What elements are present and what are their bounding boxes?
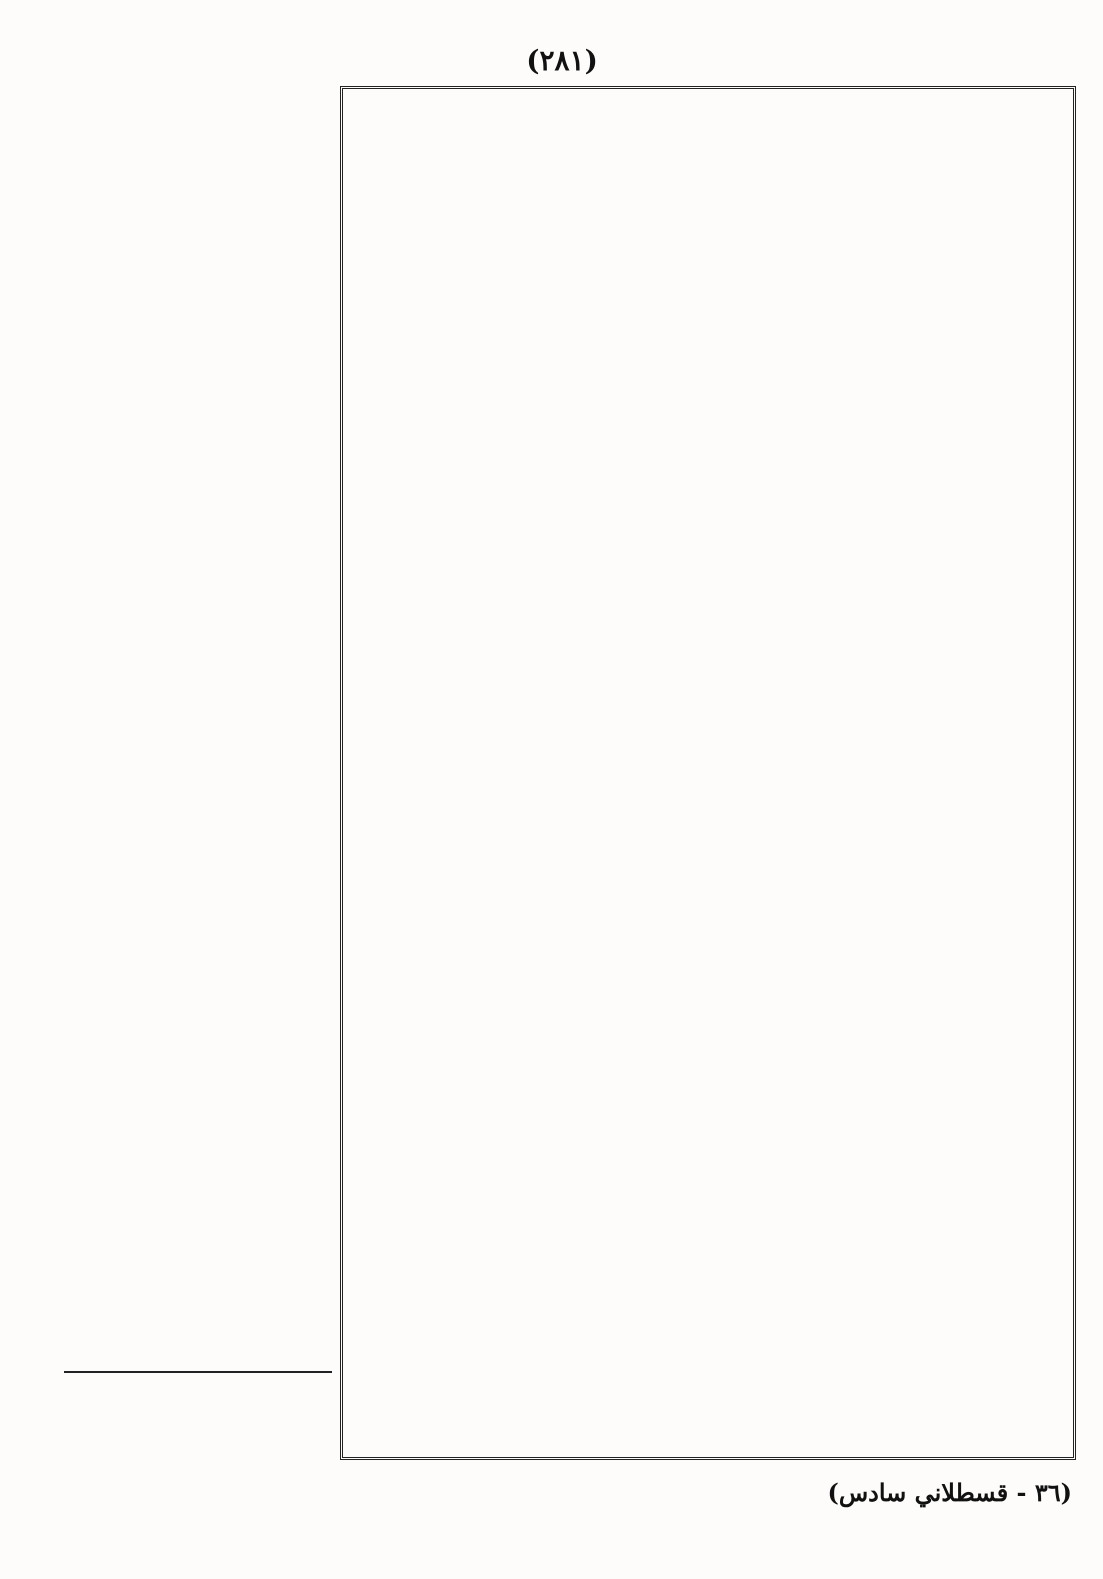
- main-text-frame: [340, 86, 1076, 1460]
- side-divider-rule: [64, 1371, 332, 1373]
- footer-signature: (٣٦ - قسطلاني سادس): [827, 1477, 1072, 1507]
- side-commentary-column: [64, 86, 332, 1368]
- page-header: [62, 40, 1062, 80]
- page-number: (٢٨١): [526, 43, 598, 77]
- side-commentary-bottom: [64, 1380, 332, 1466]
- page-footer: [62, 1470, 1072, 1514]
